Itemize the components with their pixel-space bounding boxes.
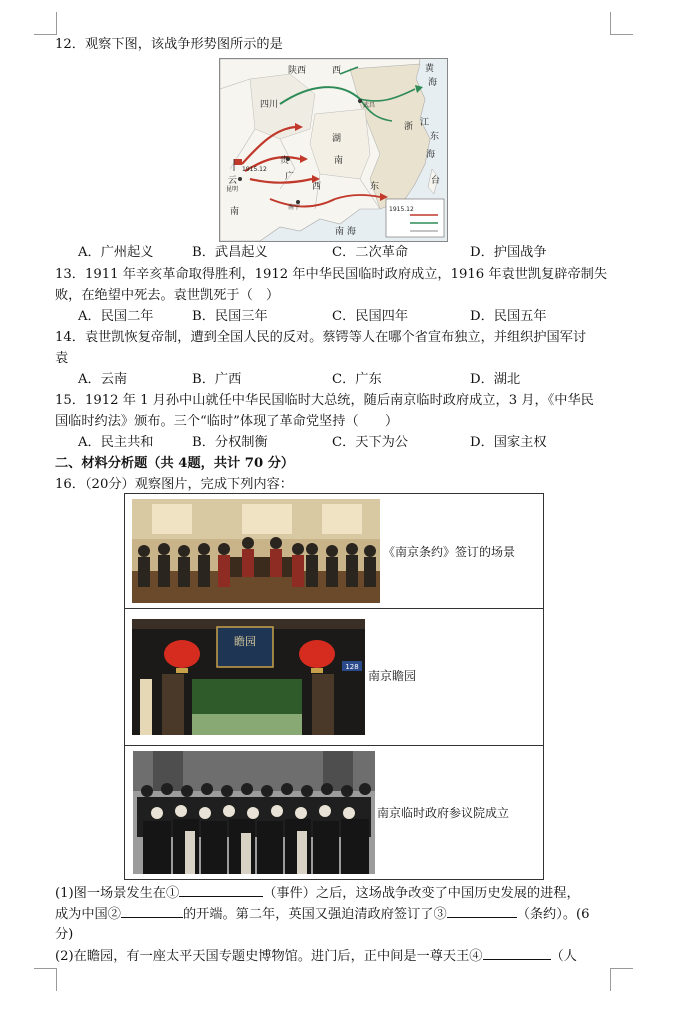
q12-option-c[interactable]: C．二次革命 bbox=[332, 245, 409, 260]
map-label-wuchang: 武昌 bbox=[363, 102, 376, 109]
map-label-yun: 云 bbox=[228, 176, 238, 186]
map-label-jiang: 江 bbox=[420, 118, 430, 128]
map-label-hu: 湖 bbox=[332, 134, 342, 144]
q16-part1-text-b: （事件）之后，这场战争改变了中国历史发展的进程， bbox=[263, 886, 580, 901]
map-label-date: 1915.12 bbox=[242, 166, 267, 173]
q13-option-c[interactable]: C．民国四年 bbox=[332, 309, 409, 324]
figure-2-caption: 南京瞻园 bbox=[368, 669, 417, 683]
blank-4[interactable] bbox=[483, 945, 551, 960]
q16-part2-line1 bbox=[55, 945, 615, 967]
q13-options bbox=[78, 306, 618, 327]
figure-3-caption: 南京临时政府参议院成立 bbox=[377, 806, 510, 820]
q12-option-b[interactable]: B．武昌起义 bbox=[192, 245, 268, 260]
blank-2[interactable] bbox=[121, 903, 183, 918]
q16-part1-text-c: 成为中国② bbox=[55, 907, 121, 922]
figure-row-2 bbox=[125, 608, 543, 746]
q12-option-a[interactable]: A．广州起义 bbox=[78, 245, 154, 260]
q14-line2: 袁 bbox=[55, 351, 69, 366]
map-label-nanning: 南宁 bbox=[288, 204, 301, 211]
q12-options bbox=[78, 242, 618, 263]
q13-line1: 13．1911 年辛亥革命取得胜利，1912 年中华民国临时政府成立，1916 年袁世凯复辟帝制失 bbox=[55, 267, 608, 282]
figure-1-caption: 《南京条约》签订的场景 bbox=[383, 545, 516, 559]
crop-mark-top-right bbox=[610, 12, 633, 35]
q13-option-a[interactable]: A．民国二年 bbox=[78, 309, 154, 324]
q16-part1-text-d: 的开端。第二年，英国又强迫清政府签订了③ bbox=[182, 907, 447, 922]
q16-part2-text-b: （人 bbox=[550, 949, 577, 964]
crop-mark-bottom-left bbox=[34, 968, 57, 991]
map-label-nan: 南 bbox=[334, 156, 344, 166]
zhanyuan-gate-photo bbox=[132, 619, 365, 735]
map-label-si: 四川 bbox=[260, 100, 279, 110]
q16-stem: 16．（20分）观察图片，完成下列内容： bbox=[55, 477, 293, 492]
q15-line1: 15．1912 年 1 月孙中山就任中华民国临时大总统，随后南京临时政府成立，3 月，《中华民 bbox=[55, 393, 594, 408]
q15-option-a[interactable]: A．民主共和 bbox=[78, 435, 154, 450]
q16-part1-line1 bbox=[55, 882, 615, 904]
map-label-zhe: 浙 bbox=[404, 122, 414, 132]
q16-part1-text-e: （条约）。(6 bbox=[516, 907, 590, 922]
q15-options bbox=[78, 432, 618, 453]
map-label-east: 东 bbox=[370, 182, 380, 192]
q15-line2: 国临时约法》颁布。三个“临时”体现了革命党坚持（ ） bbox=[55, 414, 399, 429]
figure-row-3 bbox=[125, 745, 543, 879]
senate-founding-photo bbox=[133, 751, 375, 874]
q14-option-b[interactable]: B．广西 bbox=[192, 372, 242, 387]
q14-option-a[interactable]: A．云南 bbox=[78, 372, 128, 387]
treaty-of-nanking-painting bbox=[132, 499, 380, 603]
zhanyuan-plaque-text: 瞻园 bbox=[234, 635, 256, 648]
q15-option-c[interactable]: C．天下为公 bbox=[332, 435, 409, 450]
q14-option-d[interactable]: D．湖北 bbox=[470, 372, 521, 387]
q16-part1-line3: 分) bbox=[55, 927, 74, 942]
q14-line1: 14．袁世凯恢复帝制，遭到全国人民的反对。蔡锷等人在哪个省宣布独立，并组织护国军讨 bbox=[55, 330, 587, 345]
map-label-xi: 西 bbox=[312, 182, 322, 192]
map-label-hai: 海 bbox=[428, 78, 438, 88]
blank-3[interactable] bbox=[447, 903, 517, 918]
map-label-shanxi: 西 bbox=[332, 66, 342, 76]
q13-line2: 败，在绝望中死去。袁世凯死于（ ） bbox=[55, 288, 280, 303]
q13-option-d[interactable]: D．民国五年 bbox=[470, 309, 547, 324]
blank-1[interactable] bbox=[179, 882, 263, 897]
map-label-guang: 广 bbox=[285, 172, 295, 182]
q16-part1-line2 bbox=[55, 903, 615, 925]
map-label-taiwan: 台 bbox=[431, 176, 441, 186]
map-label-shaanxi: 陕西 bbox=[288, 66, 307, 76]
map-label-hai2: 海 bbox=[426, 150, 436, 160]
door-number-plate: 128 bbox=[345, 663, 359, 671]
map-label-kunming: 昆明 bbox=[226, 186, 239, 193]
crop-mark-bottom-right bbox=[610, 968, 633, 991]
map-label-nanhai: 南 海 bbox=[335, 227, 356, 237]
war-situation-map bbox=[219, 58, 448, 242]
q14-option-c[interactable]: C．广东 bbox=[332, 372, 382, 387]
q16-part2-text-a: (2)在瞻园，有一座太平天国专题史博物馆。进门后，正中间是一尊天王④ bbox=[55, 949, 483, 964]
q16-part1-text-a: (1)图一场景发生在① bbox=[55, 886, 180, 901]
map-label-huang: 黄 bbox=[425, 64, 435, 74]
q16-figure-table bbox=[124, 493, 544, 880]
q13-option-b[interactable]: B．民国三年 bbox=[192, 309, 268, 324]
map-label-nan2: 南 bbox=[230, 207, 240, 217]
q15-option-b[interactable]: B．分权制衡 bbox=[192, 435, 268, 450]
q14-options bbox=[78, 369, 618, 390]
map-legend-date: 1915.12 bbox=[389, 206, 414, 213]
map-label-dong: 东 bbox=[430, 132, 440, 142]
section-2-heading: 二、材料分析题（共 4题，共计 70 分） bbox=[55, 456, 295, 471]
map-label-gui: 贵 bbox=[280, 156, 290, 166]
q15-option-d[interactable]: D．国家主权 bbox=[470, 435, 547, 450]
figure-row-1 bbox=[125, 494, 543, 609]
crop-mark-top-left bbox=[34, 12, 57, 35]
q12-option-d[interactable]: D．护国战争 bbox=[470, 245, 547, 260]
q12-stem: 12．观察下图，该战争形势图所示的是 bbox=[55, 37, 283, 52]
